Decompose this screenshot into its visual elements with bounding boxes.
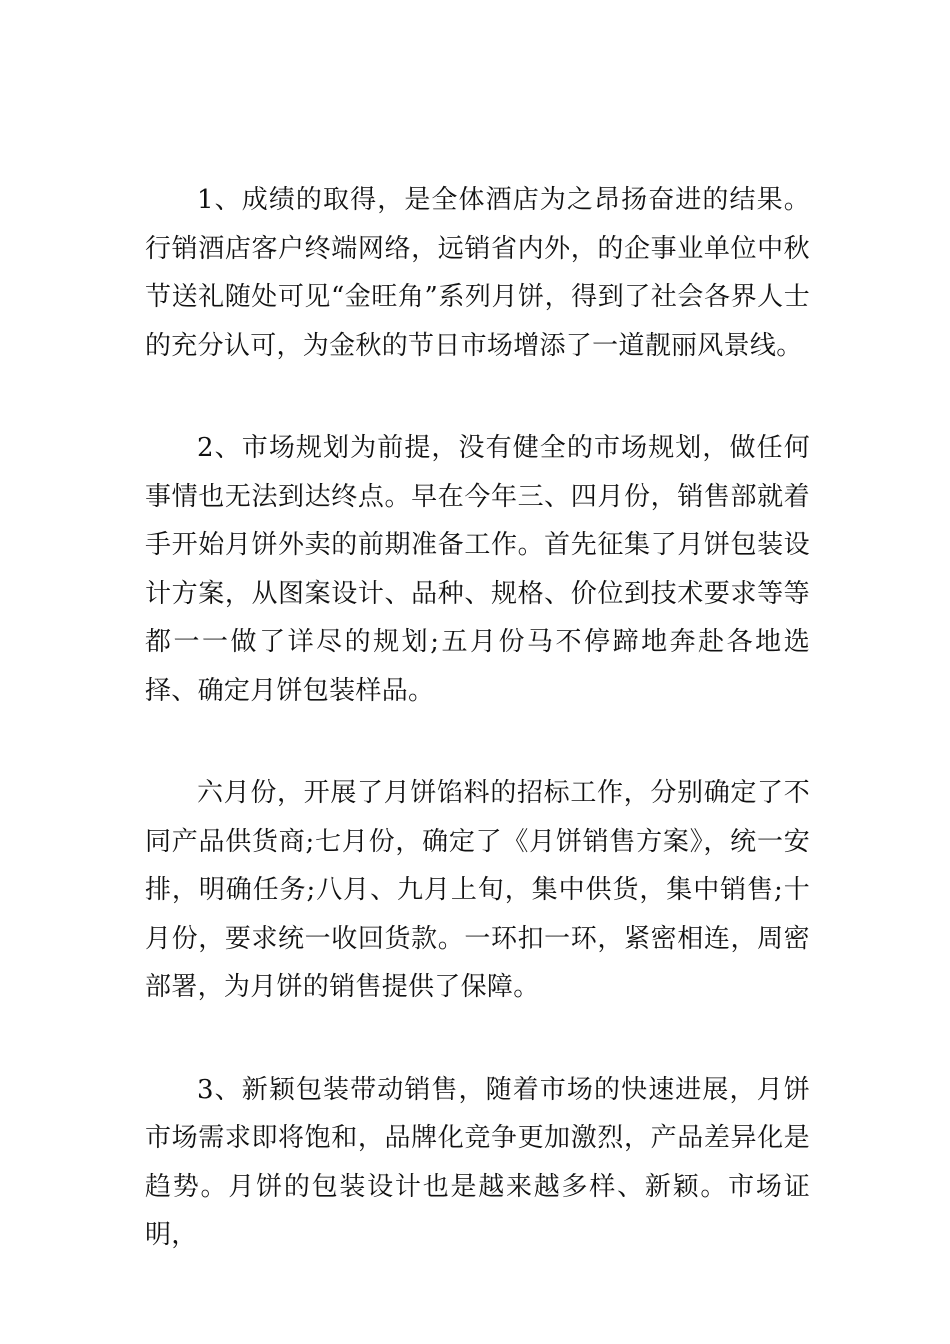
paragraph-3: 六月份，开展了月饼馅料的招标工作，分别确定了不同产品供货商;七月份，确定了《月饼销售方案》，统一安排，明确任务;八月、九月上旬，集中供货，集中销售;十月份，要求统一收回货款。一环扣一环，紧密相连，周密部署，为月饼的销售提供了保障。 <box>145 778 810 1002</box>
paragraph-4: 3、新颖包装带动销售，随着市场的快速进展，月饼市场需求即将饱和，品牌化竞争更加激烈，产品差异化是趋势。月饼的包装设计也是越来越多样、新颖。市场证明， <box>145 1074 810 1250</box>
paragraph-2: 2、市场规划为前提，没有健全的市场规划，做任何事情也无法到达终点。早在今年三、四月份，销售部就着手开始月饼外卖的前期准备工作。首先征集了月饼包装设计方案，从图案设计、品种、规格、价位到技术要求等等都一一做了详尽的规划;五月份马不停蹄地奔赴各地选择、确定月饼包装样品。 <box>145 433 810 706</box>
paragraph-1: 1、成绩的取得，是全体酒店为之昂扬奋进的结果。行销酒店客户终端网络，远销省内外，的企事业单位中秋节送礼随处可见“金旺角”系列月饼，得到了社会各界人士的充分认可，为金秋的节日市场增添了一道靓丽风景线。 <box>145 185 810 361</box>
document-body <box>145 176 810 1314</box>
